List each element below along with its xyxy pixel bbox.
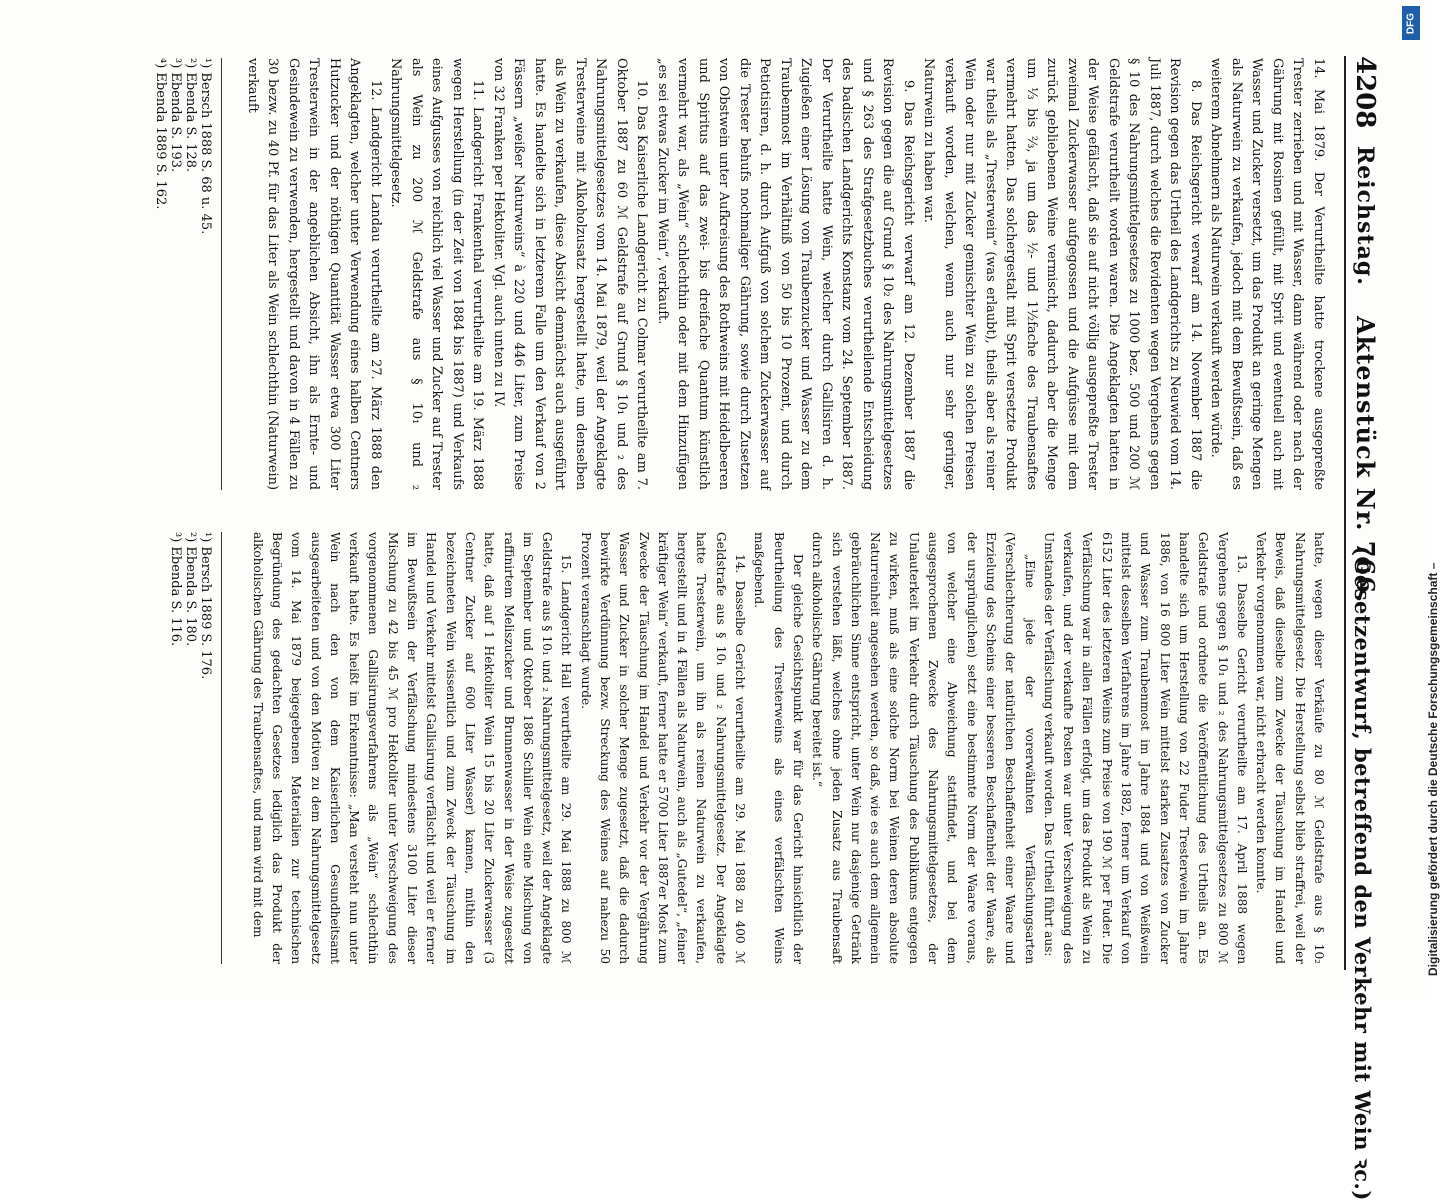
footnote: ³) Ebenda S. 116. — [168, 532, 183, 647]
digitization-sidebar — [1400, 0, 1440, 1000]
dfg-logo: DFG — [1402, 6, 1420, 40]
page-header — [1344, 56, 1386, 1201]
paragraph: 12. Landgericht Landau verurtheilte am 27. März 1888 den Angeklagten, welcher unter Verwendung eines halben Centners Hutzucker und der nöthigen Quantität Wasser etwa 300 Liter Tresterwein in der angeblichen Absicht, ihn als Ernte- und Gesindewein zu verwenden, hergestellt und davon in 4 Fällen zu 30 bezw. zu 40 Pf. für das Liter als Wein schlechthin (Naturwein) verkauft — [245, 58, 383, 490]
paragraph: 15. Landgericht Hall verurtheilte am 29. Mai 1888 zu 800 ℳ Geldstrafe aus § 10₁ und ₂ Nahrungsmittelgesetz, weil der Angeklagte im September und Oktober 1886 Schiller Wein eine Mischung von raffinirtem Meliszucker und Brunnenwasser in der Weise zugesetzt hatte, daß auf 1 Hektoliter Wein 15 bis 20 Liter Zuckerwasser (3 Centner Zucker auf 600 Liter Wasser) kamen, mithin den bezeichneten Wein wissentlich und zum Zweck der Täuschung im Handel und Verkehr mittelst Gallisirung verfälscht und weil er ferner im Bewußtsein der Verfälschung mindestens 3100 Liter dieser Mischung zu 42 bis 45 ℳ pro Hektoliter unter Verschweigung des vorgenommenen Gallisirungsverfahrens als „Wein“ schlechthin verkauft hatte. Es heißt im Erkenntnisse: „Man versteht nun unter Wein nach den von dem Kaiserlichen Gesundheitsamt ausgearbeiteten und von den Motiven zu dem Nahrungsmittelgesetz vom 14. Mai 1879 beigegebenen Materialien zur technischen Begründung des gedachten Gesetzes lediglich das Produkt der alkoholischen Gährung des Traubensaftes, und man wird mit dem — [250, 532, 574, 964]
paragraph: 8. Das Reichsgericht verwarf am 14. November 1887 die Revision gegen das Urtheil des Landgerichts zu Neuwied vom 14. Juli 1887, durch welches die Revidenten wegen Vergehens gegen § 10 des Nahrungsmittelgesetzes zu 1000 bez. 500 und 200 ℳ Geldstrafe verurtheilt worden waren. Die Angeklagten hatten in der Weise gefälscht, daß sie auf nicht völlig ausgepreßte Trester zweimal Zuckerwasser aufgegossen und die Aufgüsse mit dem zurück gebliebenen Weine vermischt, dadurch aber die Menge um ⅓ bis ⅔, ja um das ½- und 1½fache des Traubensaftes vermehrt hatten. Das solchergestalt mit Sprit versetzte Produkt war theils als „Tresterwein“ (was erlaubt), theils aber als reiner Wein oder nur mit Zucker gemischter Wein zu solchen Preisen verkauft worden, welchen, wenn auch nur sehr geringer, Naturwein zu haben war. — [921, 58, 1203, 490]
page-number: 4208 — [1350, 56, 1380, 129]
paragraph: Der gleiche Gesichtspunkt war für das Gericht hinsichtlich der Beurtheilung des Tresterweins als eines verfälschten Weins maßgebend. — [752, 532, 805, 964]
paragraph: 14. Dasselbe Gericht verurtheilte am 29. Mai 1888 zu 400 ℳ Geldstrafe aus § 10₁ und ₂ Nahrungsmittelgesetz. Der Angeklagte hatte Tresterwein, um ihn als reinen Naturwein zu verkaufen, hergestellt und in 4 Fällen als Naturwein, auch als „Gutedel“, „feiner kräftiger Wein“ verkauft, ferner hatte er 5700 Liter 1887er Most zum Zwecke der Täuschung im Handel und Verkehr vor der Vergährung Wasser und Zucker in solcher Menge zugesetzt, daß die dadurch bewirkte Verdünnung bezw. Streckung des Weines auf nahezu 50 Prozent veranschlagt wurde. — [578, 532, 748, 964]
text-column-left — [242, 58, 1329, 490]
footnote: ¹) Bersch 1888 S. 68 u. 45. — [198, 58, 213, 235]
text-column-right — [247, 532, 1328, 964]
footnote: ²) Ebenda S. 180. — [183, 532, 198, 647]
footnote: ¹) Bersch 1889 S. 176. — [198, 532, 213, 680]
paragraph: 11. Landgericht Frankenthal verurtheilte am 19. März 1888 wegen Herstellung (in der Zeit von 1884 bis 1887) und Verkaufs eines Aufgusses von reichlich viel Wasser und Zucker auf Trester als Wein zu 200 ℳ Geldstrafe aus § 10₁ und ₂ Nahrungsmittelgesetz. — [388, 58, 486, 490]
footnote: ⁴) Ebenda 1889 S. 162. — [153, 58, 168, 210]
running-head-left: Reichstag. — [1352, 146, 1378, 286]
dfg-credit-text: Digitalisierung gefördert durch die Deutsche Forschungsgemeinschaft – — [1426, 562, 1440, 976]
footnote: ³) Ebenda S. 193. — [168, 58, 183, 173]
paragraph: 9. Das Reichsgericht verwarf am 12. Dezember 1887 die Revision gegen die auf Grund § 10₂ des Nahrungsmittelgesetzes und § 263 des Strafgesetzbuches verurtheilende Entscheidung des badischen Landgerichts Konstanz vom 24. September 1887. Der Verurtheilte hatte Wein, welcher durch Gallisiren d. h. Zugießen einer Lösung von Traubenzucker und Wasser zu dem Traubenmost im Verhältniß von 50 bis 10 Prozent, und durch Petiotisiren, d. h. durch Aufguß von solchem Zuckerwasser auf die Trester behufs nochmaliger Gährung, sowie durch Zusetzen von Obstwein unter Aufkreisung des Rothweins mit Heidelbeeren und Spiritus auf das zwei- bis dreifache Quantum künstlich vermehrt war, als „Wein“ schlechthin oder mit dem Hinzufügen „es sei etwas Zucker im Wein“, verkauft. — [655, 58, 916, 490]
paragraph: hatte, wegen dieser Verkäufe zu 80 ℳ Geldstrafe aus § 10₂ Nahrungsmittelgesetz. Die Herstellung selbst blieb straffrei, weil der Beweis, daß dieselbe zum Zwecke der Täuschung im Handel und Verkehr vorgenommen war, nicht erbracht werden konnte. — [1254, 532, 1326, 964]
paragraph: 10. Das Kaiserliche Landgericht zu Colmar verurtheilte am 7. Oktober 1887 zu 60 ℳ Geldstrafe auf Grund § 10₁ und ₂ des Nahrungsmittelgesetzes vom 14. Mai 1879, weil der Angeklagte Tresterweine mit Alkoholzusatz hergestellt hatte, um denselben als Wein zu verkaufen, diese Absicht demnächst auch ausgeführt hatte. Es handelte sich in letzterem Falle um den Verkauf von 2 Fässern „weißer Naturweins“ à 220 und 446 Liter, zum Preise von 32 Franken per Hektoliter. Vgl. auch unten zu IV. — [491, 58, 650, 490]
paragraph: „Eine jede der vorerwähnten Verfälschungsarten (Verschlechterung der natürlichen Beschaffenheit einer Waare und Erzielung des Scheins einer besseren Beschaffenheit der Waare, als der ursprünglichen) setzt eine bestimmte Norm der Waare voraus, von welcher eine Abweichung stattfindet, und bei dem ausgesprochenen Zwecke des Nahrungsmittelgesetzes, der Unlauterkeit im Verkehr durch Täuschung des Publikums entgegen zu wirken, muß als eine solche Norm bei Weinen deren absolute Naturreinheit angesehen werden, so daß, wie es auch dem allgemein gebräuchlichen Sinne entspricht, unter Wein nur dasjenige Getränk sich verstehen läßt, welches ohne jeden Zusatz aus Traubensaft durch alkoholische Gährung bereitet ist.“ — [810, 532, 1037, 964]
footnote: ²) Ebenda S. 128. — [183, 58, 198, 173]
footnotes-left — [153, 58, 222, 490]
running-head-right: (Gesetzentwurf, betreffend den Verkehr mit Wein ꝛc.) — [1350, 546, 1375, 1201]
paragraph: 14. Mai 1879. Der Verurtheilte hatte trockene ausgepreßte Trester zerrieben und mit Wasser, dann während oder nach der Gährung mit Rosinen gefüllt, mit Sprit und eventuell auch mit Wasser und Zucker versetzt, um das Produkt an geringe Mengen als Naturwein zu verkaufen, jedoch mit dem Bewußtsein, daß es weiterem Abnehmern als Naturwein verkauft werden würde. — [1208, 58, 1326, 490]
footnotes-right — [168, 532, 222, 964]
document-title: Aktenstück Nr. 766. — [1351, 316, 1380, 604]
paragraph: 13. Dasselbe Gericht verurtheilte am 17. April 1888 wegen Vergehens gegen § 10₁ und ₂ des Nahrungsmittelgesetzes zu 800 ℳ Geldstrafe und ordnete die Veröffentlichung des Urtheils an. Es handelte sich um Herstellung von 22 Fuder Tresterwein im Jahre 1886, von 16 800 Liter Wein mittelst starken Zusatzes von Zucker und Wasser zum Traubenmost im Jahre 1884 und von Weißwein mittelst desselben Verfahrens im Jahre 1882, ferner um Verkauf von 6152 Liter des letzteren Weins zum Preise von 190 ℳ per Fuder. Die Verfälschung war in allen Fällen erfolgt, um das Produkt als Wein zu verkaufen, und der verkaufte Posten war unter Verschweigung des Umstandes der Verfälschung verkauft worden. Das Urtheil führt aus: — [1041, 532, 1249, 964]
